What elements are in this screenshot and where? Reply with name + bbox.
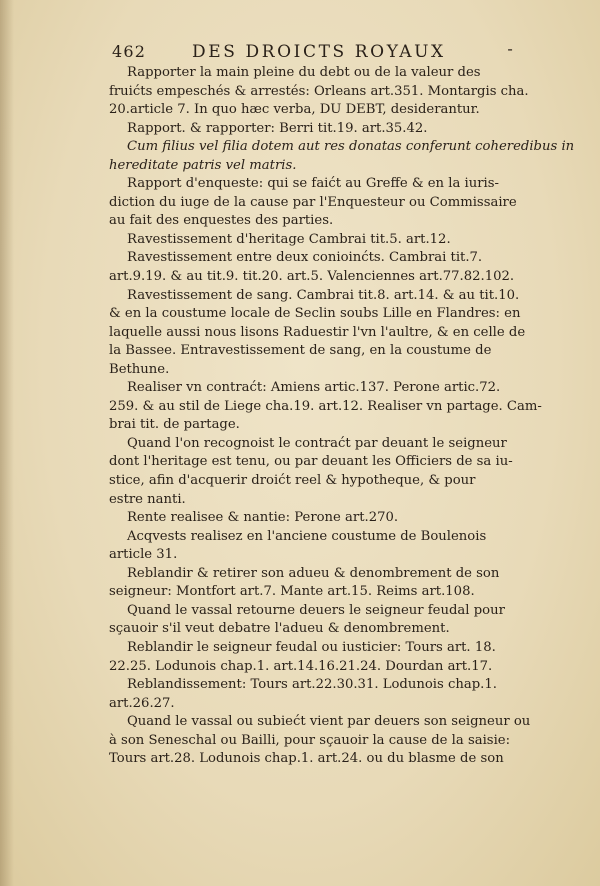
text-line: Reblandir le seigneur feudal ou iusticier: Tours art. 18. <box>127 639 496 655</box>
text-line: Ravestissement d'heritage Cambrai tit.5. art.12. <box>127 231 451 247</box>
text-line: seigneur: Montfort art.7. Mante art.15. Reims art.108. <box>109 584 475 600</box>
text-line: Quand le vassal retourne deuers le seigneur feudal pour <box>127 602 505 618</box>
text-line: Bethune. <box>109 361 170 377</box>
text-line: dont l'heritage est tenu, ou par deuant les Officiers de sa iu- <box>109 454 513 470</box>
text-line: à son Seneschal ou Bailli, pour sçauoir la cause de la saisie: <box>109 732 511 748</box>
text-line: Rapport d'enqueste: qui se faićt au Greffe & en la iuris- <box>127 176 499 192</box>
text-line: brai tit. de partage. <box>109 417 240 433</box>
text-line: art.26.27. <box>109 695 175 711</box>
text-line: Ravestissement entre deux conioinćts. Cambrai tit.7. <box>127 250 483 266</box>
text-line: Rente realisee & nantie: Perone art.270. <box>127 510 399 526</box>
page-header <box>112 40 514 64</box>
text-line: sçauoir s'il veut debatre l'adueu & denombrement. <box>109 621 450 637</box>
text-line: & en la coustume locale de Seclin soubs Lille en Flandres: en <box>109 306 521 322</box>
text-line: au fait des enquestes des parties. <box>109 213 334 229</box>
text-line: Reblandir & retirer son adueu & denombrement de son <box>127 565 500 581</box>
text-line: Acqvests realisez en l'anciene coustume de Boulenois <box>127 528 487 544</box>
text-line: stice, afin d'acquerir droićt reel & hypotheque, & pour <box>109 473 476 489</box>
text-line: fruićts empeschés & arrestés: Orleans art.351. Montargis cha. <box>109 83 529 99</box>
text-line: laquelle aussi nous lisons Raduestir l'vn l'aultre, & en celle de <box>109 324 526 340</box>
text-line: 259. & au stil de Liege cha.19. art.12. Realiser vn partage. Cam- <box>109 398 542 414</box>
header-dash: - <box>507 39 514 58</box>
text-line: article 31. <box>109 547 178 563</box>
text-line: Realiser vn contraćt: Amiens artic.137. Perone artic.72. <box>127 380 501 396</box>
text-line: Tours art.28. Lodunois chap.1. art.24. ou du blasme de son <box>109 751 504 767</box>
text-line: estre nanti. <box>109 491 186 507</box>
text-line: Reblandissement: Tours art.22.30.31. Lodunois chap.1. <box>127 677 497 693</box>
body-text <box>109 64 575 769</box>
text-line: Rapport. & rapporter: Berri tit.19. art.35.42. <box>127 120 428 136</box>
text-line: diction du iuge de la cause par l'Enquesteur ou Commissaire <box>109 194 517 210</box>
text-line: 20.article 7. In quo hæc verba, DU DEBT, desiderantur. <box>109 102 480 118</box>
page-number: 462 <box>112 42 147 61</box>
text-line: Rapporter la main pleine du debt ou de la valeur des <box>127 65 481 80</box>
text-line: Cum filius vel filia dotem aut res donatas conferunt coheredibus in <box>127 139 575 155</box>
text-line: Quand le vassal ou subiećt vient par deuers son seigneur ou <box>127 714 531 730</box>
running-title: DES DROICTS ROYAUX <box>192 42 446 62</box>
text-line: la Bassee. Entravestissement de sang, en la coustume de <box>109 343 492 359</box>
text-line: art.9.19. & au tit.9. tit.20. art.5. Valenciennes art.77.82.102. <box>109 269 515 285</box>
text-line: Quand l'on recognoist le contraćt par deuant le seigneur <box>127 435 507 451</box>
text-line: hereditate patris vel matris. <box>109 157 297 173</box>
text-line: 22.25. Lodunois chap.1. art.14.16.21.24. Dourdan art.17. <box>109 658 493 674</box>
text-line: Ravestissement de sang. Cambrai tit.8. art.14. & au tit.10. <box>127 287 520 303</box>
